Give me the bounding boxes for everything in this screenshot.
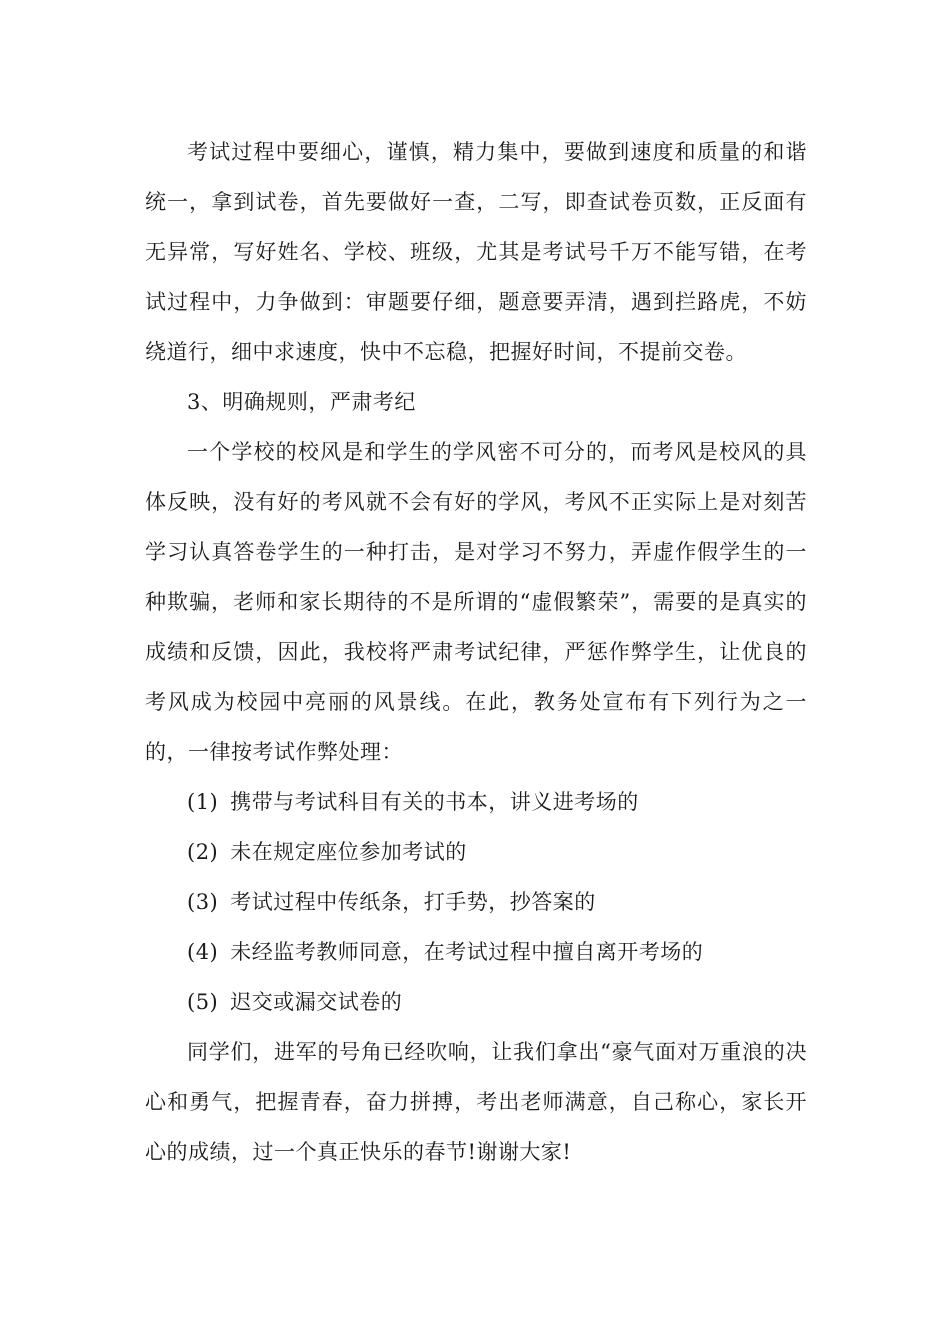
rule-item-2	[145, 827, 807, 877]
rule-item-1	[145, 777, 807, 827]
rule-text: 未经监考教师同意，在考试过程中擅自离开考场的	[230, 940, 704, 964]
rule-item-5	[145, 977, 807, 1027]
paragraph-exam-conduct: 考试过程中要细心，谨慎，精力集中，要做到速度和质量的和谐统一，拿到试卷，首先要做好一查，二写，即查试卷页数，正反面有无异常，写好姓名、学校、班级，尤其是考试号千万不能写错，在考试过程中，力争做到：审题要仔细，题意要弄清，遇到拦路虎，不妨绕道行，细中求速度，快中不忘稳，把握好时间，不提前交卷。	[145, 140, 807, 364]
paragraph-exam-discipline: 一个学校的校风是和学生的学风密不可分的，而考风是校风的具体反映，没有好的考风就不会有好的学风，考风不正实际上是对刻苦学习认真答卷学生的一种打击，是对学习不努力，弄虚作假学生的一种欺骗，老师和家长期待的不是所谓的“虚假繁荣”，需要的是真实的成绩和反馈，因此，我校将严肃考试纪律，严惩作弊学生，让优良的考风成为校园中亮丽的风景线。在此，教务处宣布有下列行为之一的，一律按考试作弊处理：	[145, 440, 807, 764]
paragraph-closing-remarks: 同学们，进军的号角已经吹响，让我们拿出“豪气面对万重浪的决心和勇气，把握青春，奋力拼搏，考出老师满意，自己称心，家长开心的成绩，过一个真正快乐的春节!谢谢大家!	[145, 1040, 807, 1164]
rule-text: 迟交或漏交试卷的	[230, 990, 403, 1014]
rule-number: (1)	[187, 790, 219, 814]
rule-text: 携带与考试科目有关的书本，讲义进考场的	[230, 790, 639, 814]
document-body	[145, 127, 807, 1177]
rule-item-3	[145, 877, 807, 927]
rule-text: 考试过程中传纸条，打手势，抄答案的	[230, 890, 596, 914]
rule-item-4	[145, 927, 807, 977]
rule-number: (2)	[187, 840, 219, 864]
section-heading-rules: 3、明确规则，严肃考纪	[187, 390, 416, 414]
rule-number: (4)	[187, 940, 219, 964]
rule-number: (5)	[187, 990, 219, 1014]
rule-number: (3)	[187, 890, 219, 914]
rule-text: 未在规定座位参加考试的	[230, 840, 467, 864]
